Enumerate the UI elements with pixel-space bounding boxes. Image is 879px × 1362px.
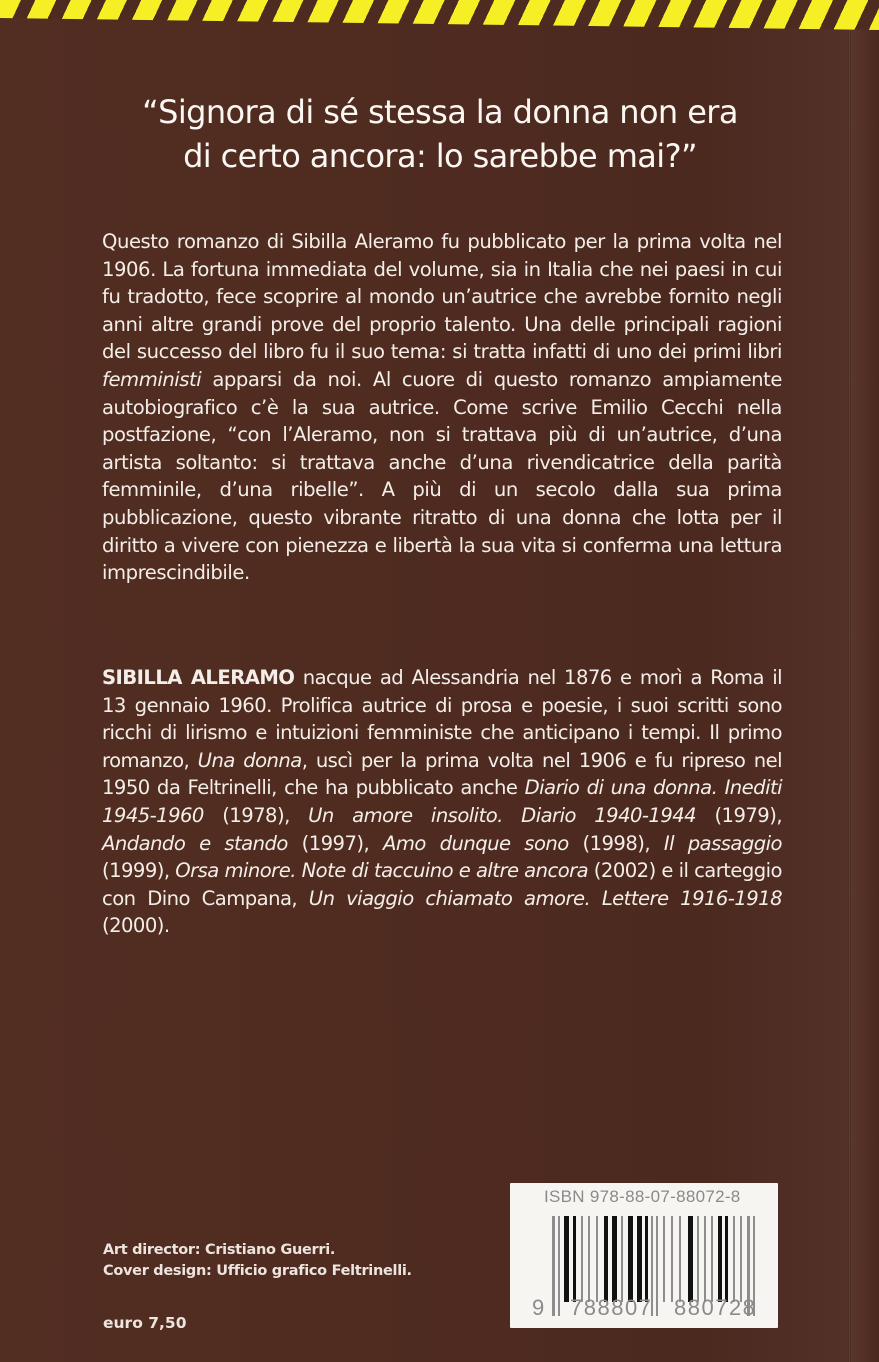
bio-text: , uscì per la prima volta nel 1906 e fu ripreso nel 1950 da Feltrinelli, che ha pubblicato anche (102, 748, 782, 800)
description-emphasis: femministi (102, 367, 202, 391)
credits (103, 1240, 412, 1282)
book-title: Andando e stando (102, 831, 288, 855)
spine-edge (851, 30, 879, 1362)
price: euro 7,50 (103, 1314, 187, 1332)
book-title: Il passaggio (663, 831, 782, 855)
book-title: Diario di una donna. Inediti 1945-1960 (102, 776, 782, 827)
bio-text: (2002) e il carteggio con Dino Campana, (102, 859, 782, 910)
barcode-digits-left: 788807 (570, 1295, 653, 1320)
pull-quote-line-2: di certo ancora: lo sarebbe mai?” (183, 137, 697, 175)
art-director-credit: Art director: Cristiano Guerri. (103, 1242, 336, 1258)
cover-design-credit: Cover design: Ufficio grafico Feltrinelli. (103, 1263, 412, 1279)
bio-text: nacque ad Alessandria nel 1876 e morì a Roma il 13 gennaio 1960. Prolifica autrice di prosa e poesie, i suoi scritti sono ricchi di lirismo e intuizioni femministe che anticipano i tempi. Il primo romanzo, (102, 666, 783, 772)
bio-text: (1979), (696, 803, 782, 827)
book-title: Orsa minore. Note di taccuino e altre ancora (175, 859, 589, 883)
barcode-digits-right: 880728 (674, 1295, 757, 1320)
pull-quote (110, 90, 770, 178)
book-title: Un amore insolito. Diario 1940-1944 (308, 803, 697, 827)
bio-text: (1998), (568, 831, 664, 855)
book-title: Un viaggio chiamato amore. Lettere 1916-1918 (308, 886, 782, 910)
bio-text: (1999), (102, 859, 176, 883)
pull-quote-line-1: “Signora di sé stessa la donna non era (142, 93, 738, 131)
description-text: Questo romanzo di Sibilla Aleramo fu pubblicato per la prima volta nel 1906. La fortuna immediata del volume, sia in Italia che nei paesi in cui fu tradotto, fece scoprire al mondo un’autrice che avrebbe fornito negli anni altre grandi prove del proprio talento. Una delle principali ragioni del successo del libro fu il suo tema: si tratta infatti di uno dei primi libri (102, 230, 782, 364)
bio-text: (1997), (287, 831, 383, 855)
barcode-digit-first: 9 (532, 1295, 545, 1320)
book-title: Amo dunque sono (382, 831, 569, 855)
author-bio (102, 664, 782, 940)
isbn-label: ISBN 978-88-07-88072-8 (544, 1187, 741, 1206)
isbn-barcode (510, 1183, 778, 1328)
book-title: Una donna (197, 748, 302, 772)
book-description (102, 228, 782, 587)
author-name: SIBILLA ALERAMO (102, 666, 295, 689)
description-text-continued: apparsi da noi. Al cuore di questo romanzo ampiamente autobiografico c’è la sua autrice. Come scrive Emilio Cecchi nella postfazione, “con l’Aleramo, non si trattava più di un’autrice, d’una artista soltanto: si trattava anche d’una rivendicatrice della parità femminile, d’una ribelle”. A più di un secolo dalla sua prima pubblicazione, questo vibrante ritratto di una donna che lotta per il diritto a vivere con pienezza e libertà la sua vita si conferma una lettura imprescindibile. (102, 367, 782, 585)
bio-text: (2000). (102, 914, 170, 938)
bio-text: (1978), (203, 803, 309, 827)
